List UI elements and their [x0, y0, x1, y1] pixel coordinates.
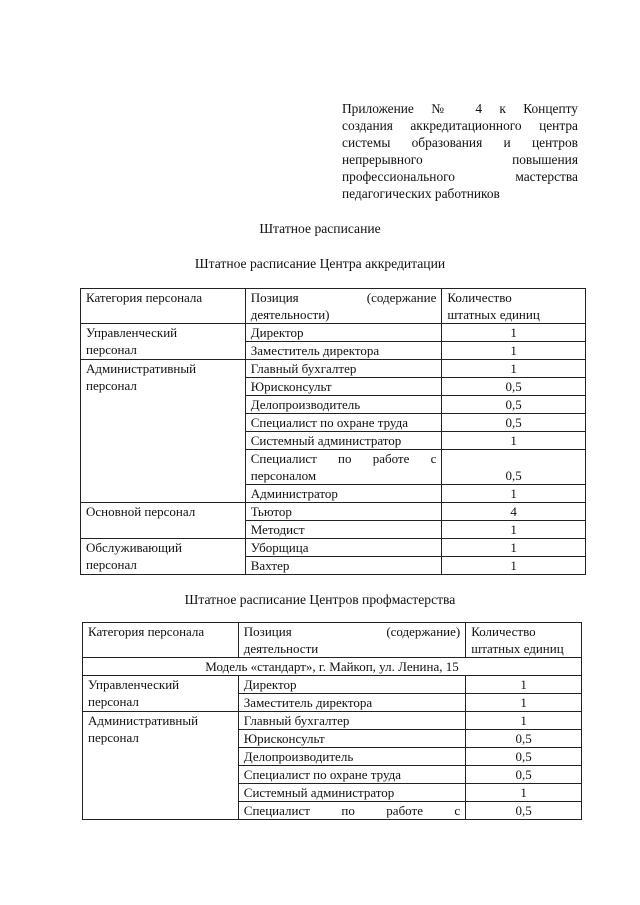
category-cell: Основной персонал [81, 503, 246, 539]
count-cell: 1 [442, 342, 586, 360]
count-cell: 1 [466, 712, 582, 730]
count-cell: 1 [442, 485, 586, 503]
appendix-line: Приложение № 4 к Концепту [342, 101, 578, 116]
position-cell: Главный бухгалтер [238, 712, 465, 730]
position-cell: Главный бухгалтер [245, 360, 442, 378]
appendix-note [342, 100, 578, 202]
count-cell: 0,5 [466, 748, 582, 766]
count-cell: 1 [442, 324, 586, 342]
appendix-line: системы образования и центров [342, 135, 578, 150]
position-cell: Вахтер [245, 557, 442, 575]
position-cell: Администратор [245, 485, 442, 503]
count-cell: 1 [466, 676, 582, 694]
table2-title: Штатное расписание Центров профмастерства [184, 592, 456, 607]
count-cell: 1 [466, 784, 582, 802]
position-cell: Специалист по работе с [238, 802, 465, 820]
category-cell: Управленческий персонал [83, 676, 239, 712]
model-row [83, 658, 582, 676]
count-cell: 0,5 [442, 414, 586, 432]
count-cell: 0,5 [466, 802, 582, 820]
count-cell: 0,5 [466, 730, 582, 748]
position-cell: Директор [238, 676, 465, 694]
category-cell: Административный персонал [81, 360, 246, 503]
appendix-line: педагогических работников [342, 186, 500, 201]
position-cell: Уборщица [245, 539, 442, 557]
position-cell: Тьютор [245, 503, 442, 521]
position-cell: Делопроизводитель [238, 748, 465, 766]
count-cell: 1 [442, 360, 586, 378]
header-category: Категория персонала [81, 289, 246, 324]
header-count: Количество штатных единиц [466, 623, 582, 658]
table-row [81, 360, 586, 378]
staff-table-skill-centers [82, 622, 582, 820]
category-cell: Управленческий персонал [81, 324, 246, 360]
position-cell: Делопроизводитель [245, 396, 442, 414]
header-position: Позиция (содержание) деятельности [238, 623, 465, 658]
count-cell: 0,5 [442, 450, 586, 485]
table-header-row [83, 623, 582, 658]
document-title: Штатное расписание [259, 221, 381, 236]
appendix-line: непрерывного повышения [342, 152, 578, 167]
table-row [83, 676, 582, 694]
header-position: Позиция (содержание деятельности) [245, 289, 442, 324]
count-cell: 0,5 [442, 378, 586, 396]
staff-table-accreditation [80, 288, 586, 575]
model-cell: Модель «стандарт», г. Майкоп, ул. Ленина, 15 [83, 658, 582, 676]
table-row [81, 539, 586, 557]
count-cell: 1 [442, 539, 586, 557]
category-cell: Обслуживающий персонал [81, 539, 246, 575]
table1-title: Штатное расписание Центра аккредитации [194, 256, 446, 271]
count-cell: 4 [442, 503, 586, 521]
position-cell: Заместитель директора [245, 342, 442, 360]
count-cell: 1 [442, 432, 586, 450]
position-cell: Специалист по работе с персоналом [245, 450, 442, 485]
appendix-line: создания аккредитационного центра [342, 118, 578, 133]
count-cell: 1 [442, 521, 586, 539]
table-row [81, 503, 586, 521]
position-cell: Системный администратор [245, 432, 442, 450]
appendix-line: профессионального мастерства [342, 169, 578, 184]
position-cell: Специалист по охране труда [238, 766, 465, 784]
header-category: Категория персонала [83, 623, 239, 658]
count-cell: 0,5 [442, 396, 586, 414]
header-count: Количество штатных единиц [442, 289, 586, 324]
category-cell: Административный персонал [83, 712, 239, 820]
count-cell: 1 [442, 557, 586, 575]
count-cell: 1 [466, 694, 582, 712]
position-cell: Юрисконсульт [238, 730, 465, 748]
table-row [83, 712, 582, 730]
position-cell: Заместитель директора [238, 694, 465, 712]
position-cell: Системный администратор [238, 784, 465, 802]
position-cell: Специалист по охране труда [245, 414, 442, 432]
table-header-row [81, 289, 586, 324]
count-cell: 0,5 [466, 766, 582, 784]
position-cell: Методист [245, 521, 442, 539]
table-row [81, 324, 586, 342]
position-cell: Юрисконсульт [245, 378, 442, 396]
position-cell: Директор [245, 324, 442, 342]
